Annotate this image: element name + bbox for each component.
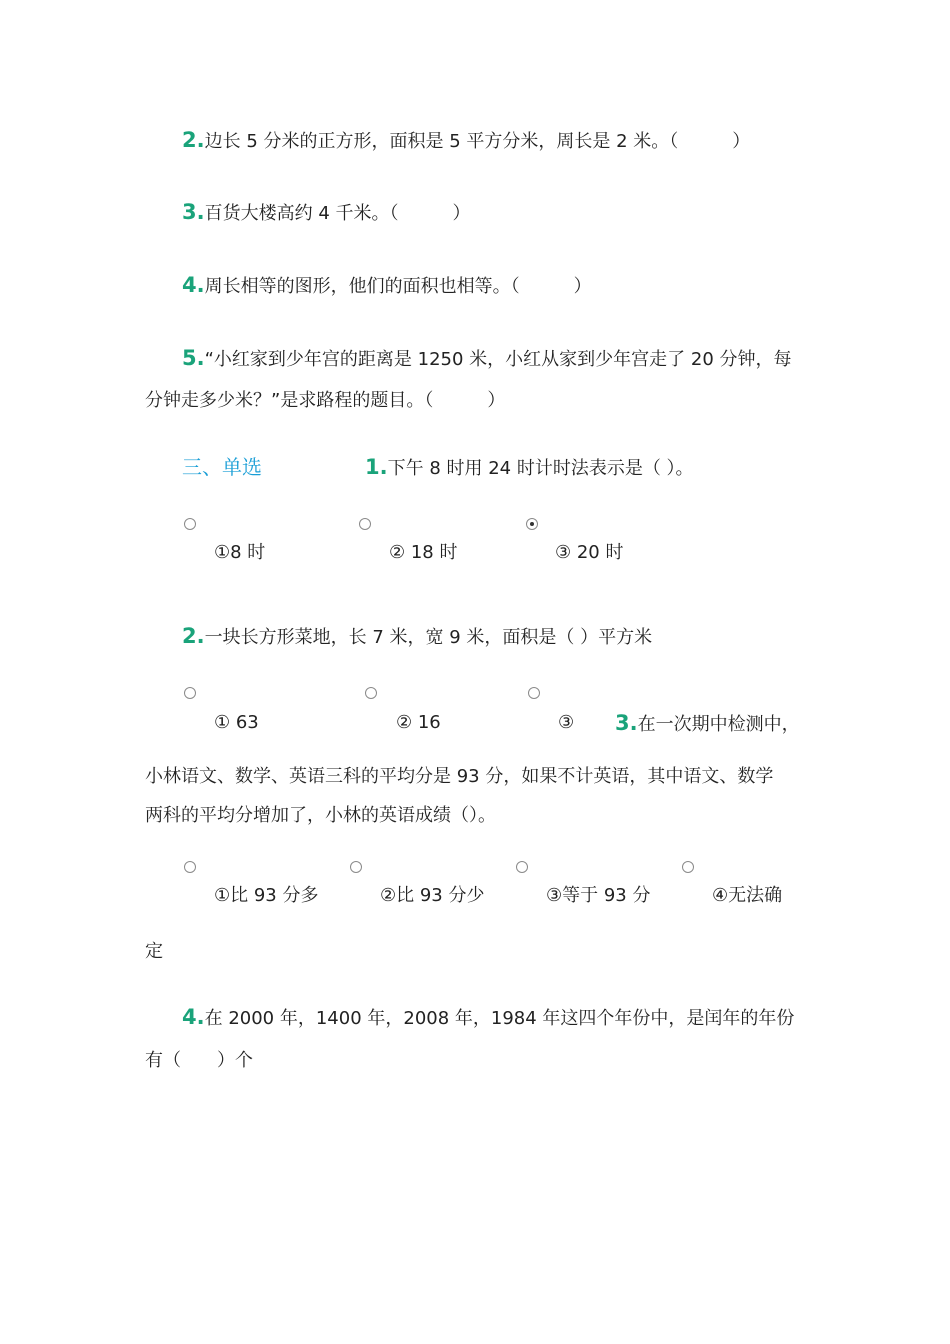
section-title: 三、单选 — [182, 455, 262, 479]
q2-option-3-label: ③ — [558, 712, 575, 733]
question-text: 百货大楼高约 4 千米。（ ） — [204, 203, 471, 224]
question-number: 3. — [182, 200, 205, 224]
q1-option-2-label: ② 18 时 — [389, 542, 458, 563]
choice-question-4 — [182, 1005, 794, 1031]
question-text: 下午 8 时用 24 时计时法表示是（ ）。 — [387, 458, 694, 479]
question-text: “小红家到少年宫的距离是 1250 米，小红从家到少年宫走了 20 分钟，每 — [204, 349, 792, 370]
choice-question-4-line-2: 有（ ）个 — [145, 1050, 253, 1071]
judgement-question-4 — [182, 273, 592, 299]
q3-option-1-radio[interactable] — [184, 861, 196, 873]
question-number: 5. — [182, 346, 205, 370]
q1-option-3-radio[interactable] — [526, 518, 538, 530]
question-number: 3. — [615, 711, 638, 735]
question-number: 2. — [182, 128, 205, 152]
q2-option-2-radio[interactable] — [365, 687, 377, 699]
q2-option-3-radio[interactable] — [528, 687, 540, 699]
q2-option-1-label: ① 63 — [214, 712, 259, 733]
q1-option-2-radio[interactable] — [359, 518, 371, 530]
q3-option-3-radio[interactable] — [516, 861, 528, 873]
choice-question-3 — [615, 711, 800, 737]
choice-question-2 — [182, 624, 652, 650]
q3-option-1-label: ①比 93 分多 — [214, 885, 319, 906]
choice-question-1 — [365, 455, 694, 481]
question-number: 4. — [182, 1005, 205, 1029]
choice-question-3-line-3: 两科的平均分增加了，小林的英语成绩（）。 — [145, 805, 496, 826]
choice-question-3-line-2: 小林语文、数学、英语三科的平均分是 93 分，如果不计英语，其中语文、数学 — [145, 766, 774, 787]
q2-option-1-radio[interactable] — [184, 687, 196, 699]
question-text: 在一次期中检测中， — [637, 714, 800, 735]
question-number: 2. — [182, 624, 205, 648]
question-number: 4. — [182, 273, 205, 297]
q1-option-3-label: ③ 20 时 — [555, 542, 624, 563]
judgement-question-3 — [182, 200, 471, 226]
q3-option-4-label-wrap: 定 — [145, 941, 163, 962]
judgement-question-5-continued: 分钟走多少米？”是求路程的题目。（ ） — [145, 390, 506, 411]
q3-option-2-label: ②比 93 分少 — [380, 885, 485, 906]
q1-option-1-label: ①8 时 — [214, 542, 266, 563]
judgement-question-2 — [182, 128, 750, 154]
q1-option-1-radio[interactable] — [184, 518, 196, 530]
q3-option-2-radio[interactable] — [350, 861, 362, 873]
question-text: 边长 5 分米的正方形，面积是 5 平方分米，周长是 2 米。（ ） — [204, 131, 751, 152]
q2-option-2-label: ② 16 — [396, 712, 441, 733]
question-text: 在 2000 年，1400 年，2008 年，1984 年这四个年份中，是闰年的年份 — [204, 1008, 795, 1029]
q3-option-4-label: ④无法确 — [712, 885, 783, 906]
question-text: 周长相等的图形，他们的面积也相等。（ ） — [204, 276, 592, 297]
question-number: 1. — [365, 455, 388, 479]
q3-option-4-radio[interactable] — [682, 861, 694, 873]
q3-option-3-label: ③等于 93 分 — [546, 885, 651, 906]
question-text: 一块长方形菜地，长 7 米，宽 9 米，面积是（ ）平方米 — [204, 627, 653, 648]
judgement-question-5 — [182, 346, 792, 372]
